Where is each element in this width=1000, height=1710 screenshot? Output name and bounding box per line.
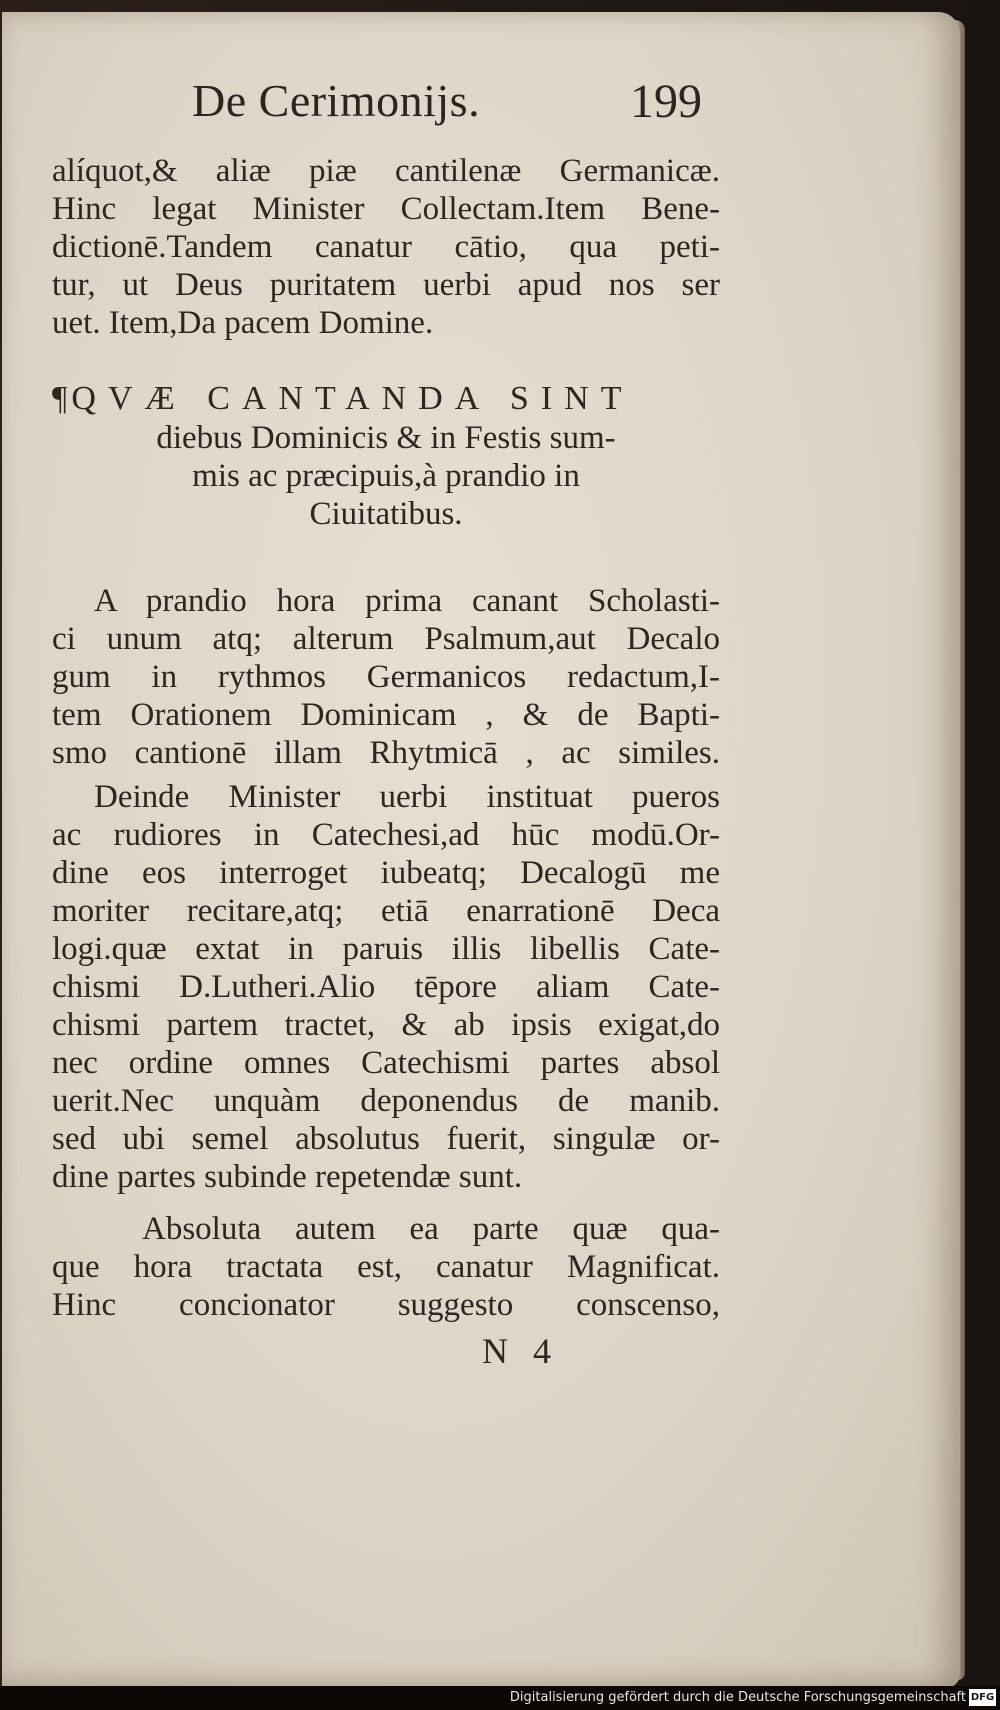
heading-line — [52, 379, 720, 419]
text-line: tem Orationem Dominicam , & de Bapti- — [52, 697, 720, 733]
paragraph-3 — [52, 778, 720, 1196]
paragraph-1 — [52, 152, 720, 342]
text-line: tur, ut Deus puritatem uerbi apud nos ser — [52, 267, 720, 303]
paragraph-4 — [52, 1210, 720, 1324]
text-line: gum in rythmos Germanicos redactum,I- — [52, 659, 720, 695]
signature-mark: N 4 — [482, 1331, 559, 1371]
text-line: alíquot,& aliæ piæ cantilenæ Germanicæ. — [52, 153, 720, 189]
text-line: logi.quæ extat in paruis illis libellis Cate- — [52, 931, 720, 967]
text-line: dictionē.Tandem canatur cātio, qua peti- — [52, 229, 720, 265]
text-line: chismi D.Lutheri.Alio tēpore aliam Cate- — [52, 969, 720, 1005]
dfg-logo-icon: DFG — [969, 1689, 996, 1706]
text-line: sed ubi semel absolutus fuerit, singulæ or- — [52, 1121, 720, 1157]
book-page — [2, 12, 960, 1688]
text-line: que hora tractata est, canatur Magnificat. — [52, 1249, 720, 1285]
heading-caps: QVÆ CANTANDA SINT — [71, 380, 634, 417]
text-line: chismi partem tractet, & ab ipsis exigat,do — [52, 1007, 720, 1043]
paragraph-2 — [52, 582, 720, 772]
text-line: moriter recitare,atq; etiā enarrationē Deca — [52, 893, 720, 929]
footer-credit: Digitalisierung gefördert durch die Deutsche Forschungsgemeinschaft — [509, 1690, 966, 1705]
text-line: smo cantionē illam Rhytmicā , ac similes. — [52, 735, 720, 771]
text-line: Hinc concionator suggesto conscenso, — [52, 1287, 720, 1323]
text-line: uerit.Nec unquàm deponendus de manib. — [52, 1083, 720, 1119]
text-line: dine partes subinde repetendæ sunt. — [52, 1159, 523, 1195]
text-line: Absoluta autem ea parte quæ qua- — [142, 1211, 720, 1247]
pilcrow-mark: ¶ — [52, 380, 68, 417]
digitization-footer — [0, 1686, 1000, 1710]
page-number: 199 — [630, 75, 702, 128]
text-line: dine eos interroget iubeatq; Decalogū me — [52, 855, 720, 891]
text-line: Deinde Minister uerbi instituat pueros — [94, 779, 720, 815]
running-head — [192, 74, 702, 144]
text-line: uet. Item,Da pacem Domine. — [52, 305, 434, 341]
text-line: Hinc legat Minister Collectam.Item Bene- — [52, 191, 720, 227]
section-heading — [52, 379, 720, 533]
text-line: nec ordine omnes Catechismi partes absol — [52, 1045, 720, 1081]
heading-line: diebus Dominicis & in Festis sum- — [156, 420, 616, 456]
text-line: ci unum atq; alterum Psalmum,aut Decalo — [52, 621, 720, 657]
heading-line: Ciuitatibus. — [309, 496, 463, 532]
heading-line: mis ac præcipuis,à prandio in — [192, 458, 580, 494]
text-line: A prandio hora prima canant Scholasti- — [94, 583, 720, 619]
text-line: ac rudiores in Catechesi,ad hūc modū.Or- — [52, 817, 720, 853]
running-head-title: De Cerimonijs. — [192, 75, 481, 126]
